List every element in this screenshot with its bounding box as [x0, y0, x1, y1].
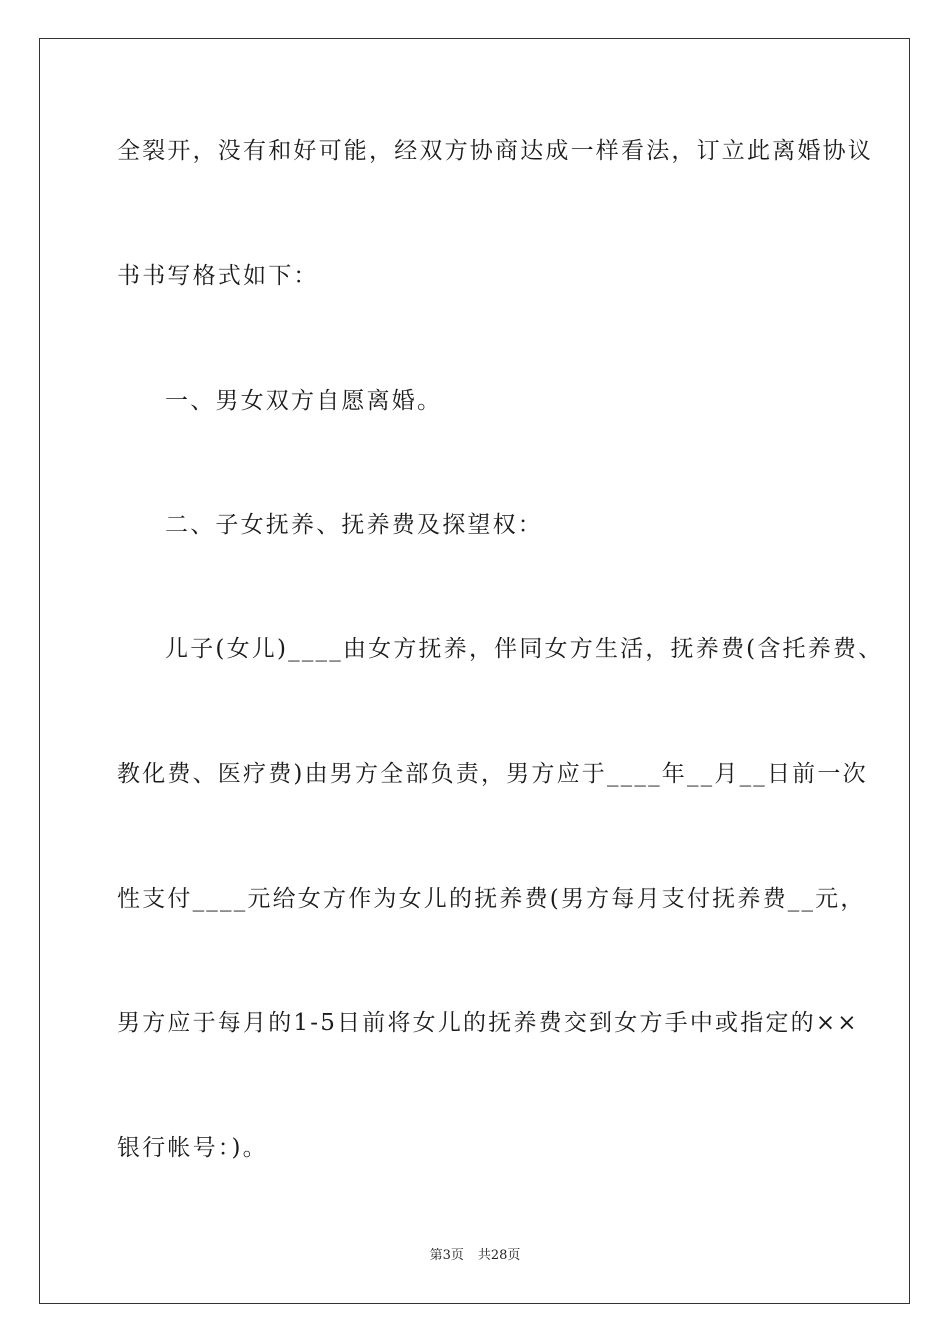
page-total: 共28页 [477, 1248, 521, 1263]
body-text-line-8: 男方应于每月的1-5日前将女儿的抚养费交到女方手中或指定的×× [117, 1010, 859, 1036]
page-border [39, 38, 910, 1304]
body-text-line-9: 银行帐号：)。 [117, 1135, 268, 1161]
body-text-line-2: 书书写格式如下： [117, 263, 319, 289]
page-footer [0, 1247, 950, 1265]
page-number: 第3页 [429, 1248, 464, 1263]
body-text-line-6: 教化费、医疗费)由男方全部负责，男方应于____年__月__日前一次 [117, 761, 868, 787]
body-text-line-1: 全裂开，没有和好可能，经双方协商达成一样看法，订立此离婚协议 [117, 138, 873, 164]
body-text-line-5: 儿子(女儿)____由女方抚养，伴同女方生活，抚养费(含托养费、 [165, 636, 884, 662]
body-text-line-7: 性支付____元给女方作为女儿的抚养费(男方每月支付抚养费__元， [117, 886, 866, 912]
clause-one-heading: 一、男女双方自愿离婚。 [165, 388, 443, 414]
clause-two-heading: 二、子女抚养、抚养费及探望权： [165, 512, 543, 538]
